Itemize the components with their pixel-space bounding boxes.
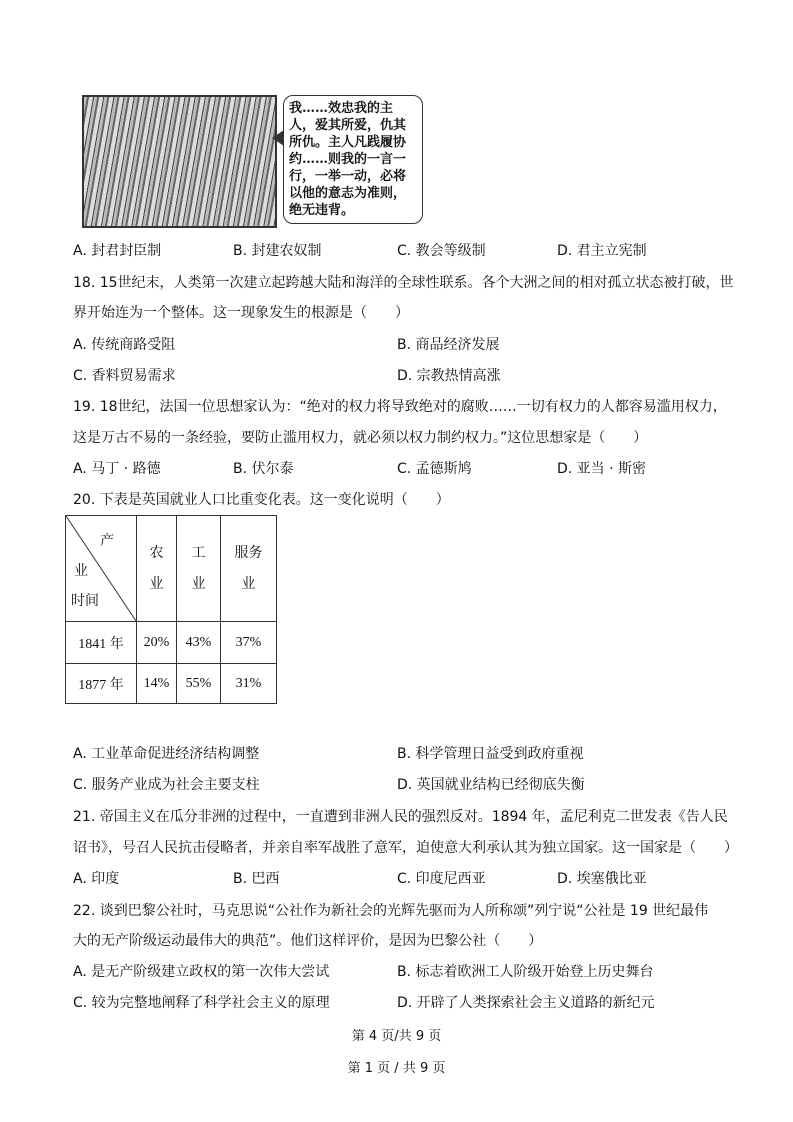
q19-option-b: B. 伏尔泰 [233, 461, 294, 477]
header-agriculture: 农 业 [137, 516, 177, 622]
q17-option-b: B. 封建农奴制 [233, 243, 322, 259]
q17-option-c: C. 教会等级制 [397, 243, 486, 259]
inner-page-number: 第 4 页/共 9 页 [351, 1029, 442, 1044]
row-year: 1841 年 [66, 622, 137, 664]
speech-bubble: 我……效忠我的主人，爱其所爱，仇其所仇。主人凡践履协约……则我的一言一行，一举一动，必将以他的意志为准则，绝无违背。 [283, 95, 423, 224]
q21-text-line: 诏书》，号召人民抗击侵略者，并亲自率军战胜了意军，迫使意大利承认其为独立国家。这一国家是（ ） [73, 840, 738, 856]
employment-table [65, 515, 277, 704]
q18-text-line: 18. 15世纪末，人类第一次建立起跨越大陆和海洋的全球性联系。各个大洲之间的相对孤立状态被打破，世 [73, 275, 734, 291]
q19-option-c: C. 孟德斯鸠 [397, 461, 472, 477]
cell: 55% [177, 664, 221, 704]
q21-text-line: 21. 帝国主义在瓜分非洲的过程中，一直遭到非洲人民的强烈反对。1894 年，孟尼利克二世发表《告人民 [73, 809, 728, 825]
feudal-oath-illustration [82, 95, 277, 228]
cell: 14% [137, 664, 177, 704]
q20-text-line: 20. 下表是英国就业人口比重变化表。这一变化说明（ ） [73, 492, 450, 508]
q19-option-d: D. 亚当 · 斯密 [557, 461, 647, 477]
q22-text-line: 22. 谈到巴黎公社时，马克思说“公社作为新社会的光辉先驱而为人所称颂”列宁说“公社是 19 世纪最伟 [73, 903, 709, 919]
q20-option-d: D. 英国就业结构已经彻底失衡 [397, 777, 585, 793]
outer-page-number: 第 1 页 / 共 9 页 [347, 1061, 446, 1076]
cell: 31% [221, 664, 277, 704]
header-industry: 工 业 [177, 516, 221, 622]
cell: 20% [137, 622, 177, 664]
q19-option-a: A. 马丁 · 路德 [73, 461, 161, 477]
q20-option-a: A. 工业革命促进经济结构调整 [73, 746, 260, 762]
q17-option-a: A. 封君封臣制 [73, 243, 162, 259]
corner-label-time: 时间 [71, 594, 99, 609]
q18-option-d: D. 宗教热情高涨 [397, 368, 501, 384]
cell: 37% [221, 622, 277, 664]
q21-option-d: D. 埃塞俄比亚 [557, 871, 647, 887]
q22-option-d: D. 开辟了人类探索社会主义道路的新纪元 [397, 995, 655, 1011]
q22-text-line: 大的无产阶级运动最伟大的典范”。他们这样评价，是因为巴黎公社（ ） [73, 933, 543, 949]
corner-label-industry-2: 业 [74, 564, 88, 579]
q18-option-c: C. 香料贸易需求 [73, 368, 176, 384]
q18-text-line: 界开始连为一个整体。这一现象发生的根源是（ ） [73, 305, 409, 321]
corner-label-industry: 产 [100, 534, 114, 549]
q22-option-c: C. 较为完整地阐释了科学社会主义的原理 [73, 995, 330, 1011]
q22-option-a: A. 是无产阶级建立政权的第一次伟大尝试 [73, 964, 330, 980]
cell: 43% [177, 622, 221, 664]
q17-option-d: D. 君主立宪制 [557, 243, 647, 259]
q21-option-b: B. 巴西 [233, 871, 280, 887]
row-year: 1877 年 [66, 664, 137, 704]
q19-text-line: 这是万古不易的一条经验，要防止滥用权力，就必须以权力制约权力。”这位思想家是（ ） [73, 430, 648, 446]
q21-option-c: C. 印度尼西亚 [397, 871, 486, 887]
q21-option-a: A. 印度 [73, 871, 120, 887]
q19-text-line: 19. 18世纪，法国一位思想家认为：“绝对的权力将导致绝对的腐败……一切有权力的人都容易滥用权力， [73, 399, 727, 415]
header-service: 服务 业 [221, 516, 277, 622]
q20-option-c: C. 服务产业成为社会主要支柱 [73, 777, 260, 793]
q18-option-a: A. 传统商路受阻 [73, 337, 176, 353]
q20-option-b: B. 科学管理日益受到政府重视 [397, 746, 584, 762]
corner-header-cell [66, 516, 137, 622]
q22-option-b: B. 标志着欧洲工人阶级开始登上历史舞台 [397, 964, 654, 980]
q18-option-b: B. 商品经济发展 [397, 337, 500, 353]
